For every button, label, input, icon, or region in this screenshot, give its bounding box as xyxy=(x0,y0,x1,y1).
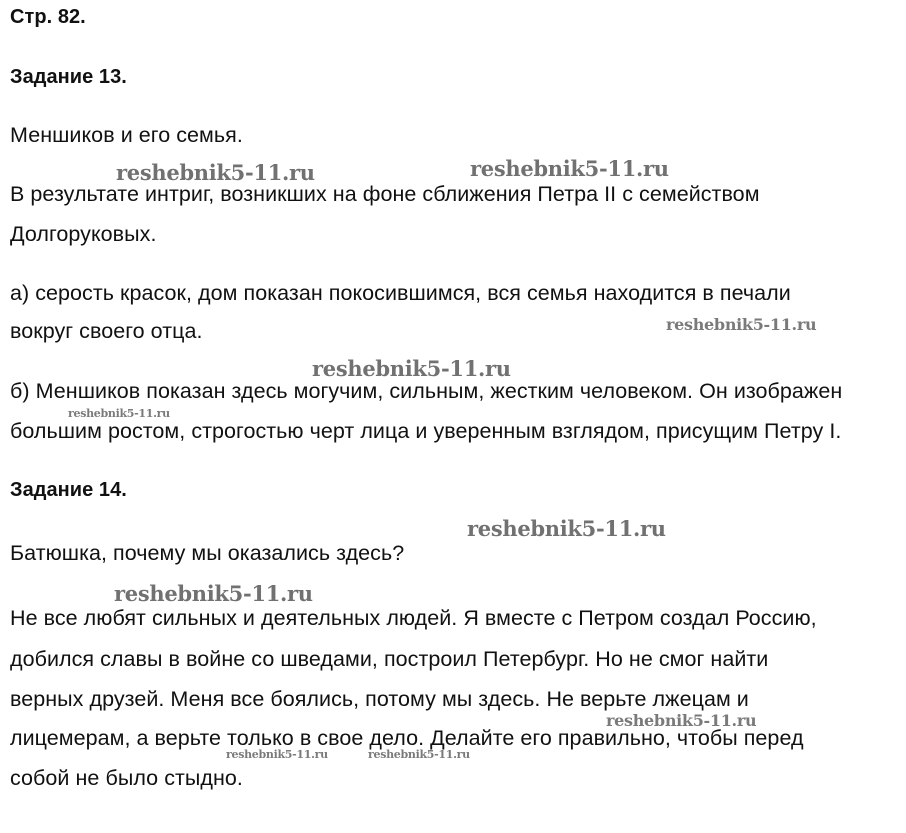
watermark: reshebnik5-11.ru xyxy=(114,581,313,606)
watermark: reshebnik5-11.ru xyxy=(467,516,666,541)
page-label: Стр. 82. xyxy=(10,6,86,28)
task-14-line-3: добился славы в войне со шведами, построил Петербург. Но не смог найти xyxy=(10,647,769,671)
watermark: reshebnik5-11.ru xyxy=(666,315,817,334)
watermark: reshebnik5-11.ru xyxy=(116,160,315,185)
task-13-heading: Задание 13. xyxy=(10,66,127,88)
watermark: reshebnik5-11.ru xyxy=(606,711,757,730)
task-13-line-6: б) Меншиков показан здесь могучим, сильным, жестким человеком. Он изображен xyxy=(10,379,843,403)
watermark: reshebnik5-11.ru xyxy=(68,407,170,420)
task-14-heading: Задание 14. xyxy=(10,479,127,501)
task-13-line-1: Меншиков и его семья. xyxy=(10,123,243,147)
task-14-line-5: лицемерам, а верьте только в свое дело. Делайте его правильно, чтобы перед xyxy=(10,726,804,750)
task-13-line-2: В результате интриг, возникших на фоне сближения Петра II с семейством xyxy=(10,182,760,206)
watermark: reshebnik5-11.ru xyxy=(226,748,328,761)
task-13-line-5: вокруг своего отца. xyxy=(10,319,203,343)
watermark: reshebnik5-11.ru xyxy=(312,356,511,381)
task-13-line-3: Долгоруковых. xyxy=(10,222,157,246)
task-14-line-2: Не все любят сильных и деятельных людей. Я вместе с Петром создал Россию, xyxy=(10,606,817,630)
watermark: reshebnik5-11.ru xyxy=(368,748,470,761)
task-13-line-4: а) серость красок, дом показан покосившимся, вся семья находится в печали xyxy=(10,281,791,305)
task-13-line-7: большим ростом, строгостью черт лица и уверенным взглядом, присущим Петру I. xyxy=(10,419,842,443)
watermark: reshebnik5-11.ru xyxy=(470,156,669,181)
task-14-line-4: верных друзей. Меня все боялись, потому мы здесь. Не верьте лжецам и xyxy=(10,687,749,711)
task-14-line-1: Батюшка, почему мы оказались здесь? xyxy=(10,541,405,565)
task-14-line-6: собой не было стыдно. xyxy=(10,766,243,790)
